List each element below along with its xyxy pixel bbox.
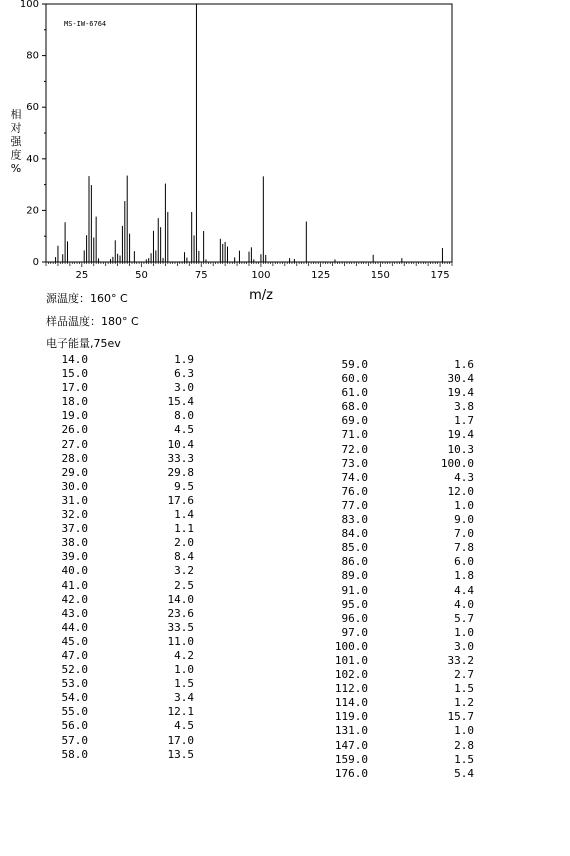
intensity-value: 6.3 [174,367,194,381]
mz-value: 32.0 [61,508,88,522]
y-tick-label: 60 [26,102,39,114]
y-axis-label: 度 [10,148,22,162]
mz-value: 19.0 [61,409,88,423]
mz-value: 71.0 [341,428,368,442]
intensity-value: 3.2 [174,564,194,578]
mz-value: 38.0 [61,536,88,550]
intensity-value: 4.5 [174,719,194,733]
intensity-value: 7.0 [454,527,474,541]
intensity-value: 2.5 [174,578,194,592]
y-tick-label: 0 [32,257,39,268]
mz-value: 31.0 [61,493,88,507]
intensity-value: 1.5 [174,677,194,691]
intensity-value: 15.4 [167,395,194,409]
plot-frame [46,4,452,262]
y-axis-label: 对 [10,121,22,135]
mz-value: 58.0 [61,747,88,761]
intensity-value: 29.8 [167,465,194,479]
y-axis-label: 强 [10,135,22,148]
table-row [320,358,474,372]
mz-value: 77.0 [341,498,368,512]
table-row [40,607,194,621]
mz-value: 30.0 [61,479,88,493]
mz-value: 26.0 [61,423,88,437]
table-row [320,739,474,753]
intensity-value: 1.5 [454,752,474,766]
mz-value: 97.0 [341,625,368,639]
intensity-value: 1.4 [174,508,194,522]
mz-value: 131.0 [334,724,368,738]
intensity-value: 5.7 [454,611,474,625]
mz-value: 68.0 [341,400,368,414]
mz-value: 95.0 [341,597,368,611]
mz-value: 15.0 [61,367,88,381]
mz-value: 55.0 [61,705,88,719]
table-row [40,649,194,663]
table-row [320,457,474,471]
mz-value: 76.0 [341,484,368,498]
mz-value: 27.0 [61,437,88,451]
y-axis-label: % [10,162,22,175]
table-row [320,499,474,513]
mz-value: 18.0 [61,395,88,409]
mz-value: 86.0 [341,555,368,569]
mz-value: 60.0 [341,372,368,386]
table-row [320,471,474,485]
mz-value: 53.0 [61,677,88,691]
mz-value: 85.0 [341,541,368,555]
intensity-value: 13.5 [167,747,194,761]
table-row [320,372,474,386]
x-axis-label: m/z [249,288,273,303]
mz-value: 114.0 [334,696,368,710]
table-row [40,663,194,677]
intensity-value: 9.0 [454,513,474,527]
mz-value: 45.0 [61,634,88,648]
table-row [40,353,194,367]
mz-value: 147.0 [334,738,368,752]
mz-value: 61.0 [341,386,368,400]
mz-value: 43.0 [61,606,88,620]
table-row [320,724,474,738]
intensity-value: 12.1 [167,705,194,719]
intensity-value: 33.5 [167,620,194,634]
x-tick-label: 125 [311,270,331,281]
x-tick-label: 50 [135,270,148,281]
intensity-value: 1.0 [454,498,474,512]
table-row [320,527,474,541]
mz-value: 42.0 [61,592,88,606]
intensity-value: 4.0 [454,597,474,611]
table-row [320,640,474,654]
intensity-value: 1.2 [454,696,474,710]
mz-value: 100.0 [334,639,368,653]
table-row [40,452,194,466]
table-row [320,428,474,442]
intensity-value: 17.6 [167,493,194,507]
intensity-value: 5.4 [454,766,474,780]
table-row [320,400,474,414]
table-row [320,767,474,781]
table-row [320,513,474,527]
intensity-value: 30.4 [447,372,474,386]
table-row [320,414,474,428]
intensity-value: 4.4 [454,583,474,597]
table-row [40,494,194,508]
intensity-value: 4.3 [454,470,474,484]
table-row [40,677,194,691]
x-tick-label: 100 [251,270,271,281]
intensity-value: 6.0 [454,555,474,569]
intensity-value: 9.5 [174,479,194,493]
intensity-value: 8.4 [174,550,194,564]
y-tick-label: 40 [26,153,39,165]
intensity-value: 1.6 [454,358,474,371]
table-row [40,635,194,649]
table-row [40,367,194,381]
y-tick-label: 20 [26,205,39,217]
intensity-value: 1.0 [454,625,474,639]
table-row [40,508,194,522]
intensity-value: 100.0 [440,456,474,470]
table-row [40,593,194,607]
mz-value: 176.0 [334,766,368,780]
intensity-value: 1.5 [454,682,474,696]
intensity-value: 3.4 [174,691,194,705]
table-row [40,621,194,635]
table-row [320,753,474,767]
intensity-value: 1.7 [454,414,474,428]
table-row [40,480,194,494]
table-row [320,443,474,457]
peak-table-right [320,358,474,781]
mz-value: 89.0 [341,569,368,583]
table-row [320,696,474,710]
table-row [40,748,194,762]
mz-value: 17.0 [61,381,88,395]
source-temperature: 源温度：160° C [46,292,128,305]
mz-value: 41.0 [61,578,88,592]
sample-temperature: 样品温度：180° C [46,315,139,328]
table-row [40,395,194,409]
table-row [40,564,194,578]
intensity-value: 1.8 [454,569,474,583]
mz-value: 39.0 [61,550,88,564]
intensity-value: 15.7 [447,710,474,724]
intensity-value: 7.8 [454,541,474,555]
mz-value: 91.0 [341,583,368,597]
table-row [320,682,474,696]
intensity-value: 19.4 [447,428,474,442]
x-tick-label: 75 [194,270,208,281]
mz-value: 14.0 [61,353,88,366]
mz-value: 59.0 [341,358,368,371]
intensity-value: 2.7 [454,668,474,682]
table-row [320,710,474,724]
table-row [40,579,194,593]
table-row [320,555,474,569]
mz-value: 159.0 [334,752,368,766]
table-row [40,522,194,536]
table-row [40,381,194,395]
intensity-value: 14.0 [167,592,194,606]
electron-energy: 电子能量,75ev [46,337,121,350]
table-row [320,485,474,499]
y-axis-label: 相 [10,108,22,121]
table-row [40,536,194,550]
x-tick-label: 25 [75,270,89,281]
intensity-value: 1.1 [174,522,194,536]
mz-value: 72.0 [341,442,368,456]
table-row [40,466,194,480]
table-row [40,719,194,733]
mz-value: 112.0 [334,682,368,696]
mz-value: 83.0 [341,513,368,527]
mz-value: 74.0 [341,470,368,484]
mz-value: 69.0 [341,414,368,428]
mz-value: 101.0 [334,653,368,667]
table-row [320,598,474,612]
intensity-value: 4.2 [174,648,194,662]
table-row [320,584,474,598]
intensity-value: 12.0 [447,484,474,498]
intensity-value: 4.5 [174,423,194,437]
intensity-value: 10.4 [167,437,194,451]
table-row [40,409,194,423]
x-tick-label: 150 [370,270,390,281]
mz-value: 96.0 [341,611,368,625]
intensity-value: 1.0 [454,724,474,738]
table-row [320,654,474,668]
table-row [40,734,194,748]
mz-value: 29.0 [61,465,88,479]
mz-value: 44.0 [61,620,88,634]
intensity-value: 11.0 [167,634,194,648]
intensity-value: 19.4 [447,386,474,400]
table-row [40,705,194,719]
intensity-value: 10.3 [447,442,474,456]
table-row [40,550,194,564]
table-row [320,668,474,682]
intensity-value: 33.2 [447,653,474,667]
table-row [320,612,474,626]
table-row [40,691,194,705]
intensity-value: 1.0 [174,663,194,677]
mz-value: 40.0 [61,564,88,578]
mz-value: 119.0 [334,710,368,724]
mz-value: 52.0 [61,663,88,677]
intensity-value: 3.8 [454,400,474,414]
intensity-value: 3.0 [174,381,194,395]
mz-value: 57.0 [61,733,88,747]
x-tick-label: 175 [430,270,450,281]
peak-table-left [40,353,194,762]
intensity-value: 8.0 [174,409,194,423]
mass-spectrum-chart [0,0,570,310]
y-tick-label: 80 [26,50,39,62]
table-row [320,569,474,583]
intensity-value: 33.3 [167,451,194,465]
table-row [320,541,474,555]
intensity-value: 17.0 [167,733,194,747]
table-row [40,438,194,452]
mz-value: 37.0 [61,522,88,536]
intensity-value: 3.0 [454,639,474,653]
mz-value: 56.0 [61,719,88,733]
table-row [320,386,474,400]
mz-value: 84.0 [341,527,368,541]
intensity-value: 2.8 [454,738,474,752]
intensity-value: 2.0 [174,536,194,550]
mz-value: 28.0 [61,451,88,465]
mz-value: 73.0 [341,456,368,470]
mz-value: 47.0 [61,648,88,662]
table-row [320,626,474,640]
mz-value: 54.0 [61,691,88,705]
intensity-value: 1.9 [174,353,194,366]
chart-title: MS-IW-6764 [64,20,107,28]
intensity-value: 23.6 [167,606,194,620]
table-row [40,423,194,437]
y-tick-label: 100 [19,0,39,10]
mz-value: 102.0 [334,668,368,682]
